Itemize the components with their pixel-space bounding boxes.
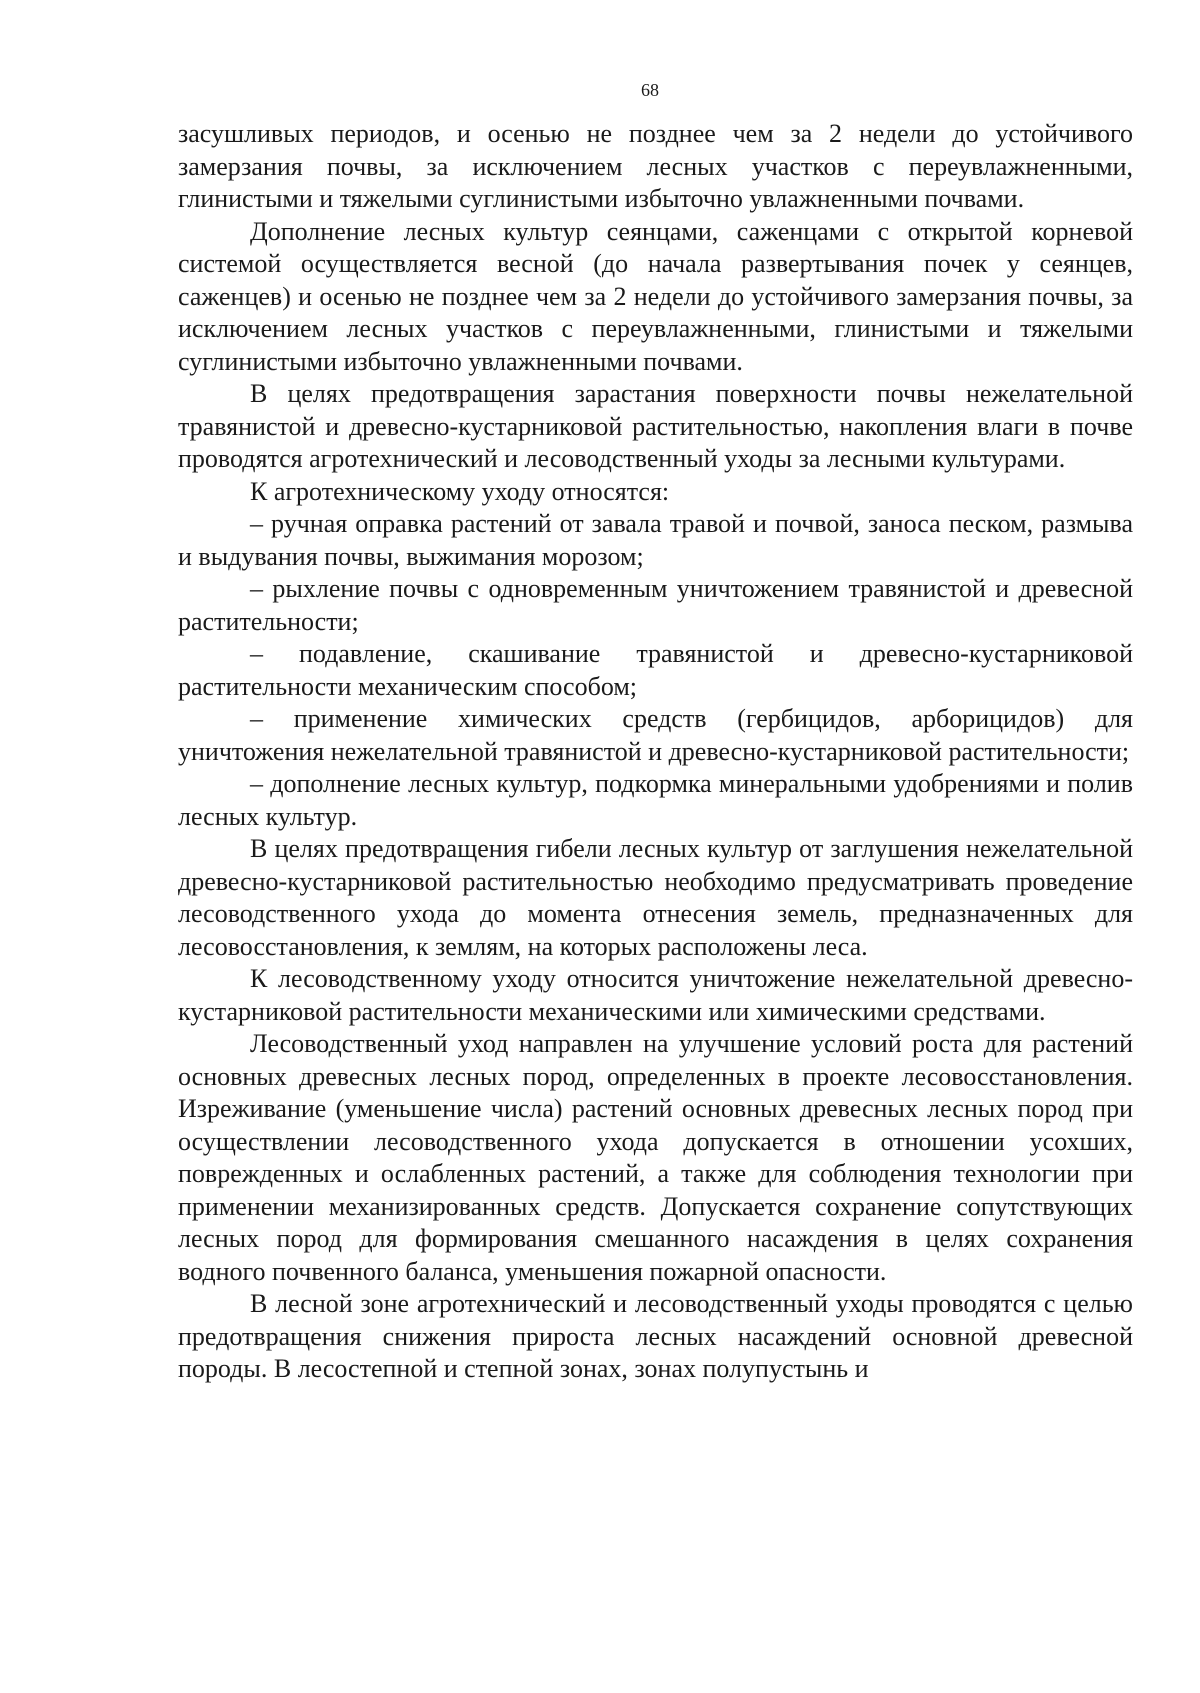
paragraph-supplement-planting: Дополнение лесных культур сеянцами, саженцами с открытой корневой системой осуществляется весной (до начала развертывания почек у сеянцев, саженцев) и осенью не позднее чем за 2 недели до устойчивого замерзания почвы, за исключением лесных участков с переувлажненными, глинистыми и тяжелыми суглинистыми избыточно увлажненными почвами. [178, 216, 1133, 376]
paragraph-agrotech-intro: К агротехническому уходу относятся: [250, 476, 670, 506]
list-item-chemicals: – применение химических средств (гербицидов, арборицидов) для уничтожения нежелательной травянистой и древесно-кустарниковой растительности; [178, 704, 1133, 766]
list-item-manual-straightening: – ручная оправка растений от завала травой и почвой, заноса песком, размыва и выдувания почвы, выжимания морозом; [178, 509, 1133, 571]
paragraph-prevent-death: В целях предотвращения гибели лесных культур от заглушения нежелательной древесно-кустарниковой растительностью необходимо предусматривать проведение лесоводственного ухода до момента отнесения земель, предназначенных для лесовосстановления, к землям, на которых расположены леса. [178, 834, 1133, 961]
list-item-supplement-feeding: – дополнение лесных культур, подкормка минеральными удобрениями и полив лесных культур. [178, 769, 1133, 831]
paragraph-continuation: засушливых периодов, и осенью не позднее чем за 2 недели до устойчивого замерзания почвы, за исключением лесных участков с переувлажненными, глинистыми и тяжелыми суглинистыми избыточно увлажненными почвами. [178, 119, 1133, 213]
list-item-loosening: – рыхление почвы с одновременным уничтожением травянистой и древесной растительности; [178, 574, 1133, 636]
page-number: 68 [641, 80, 659, 100]
paragraph-care-direction: Лесоводственный уход направлен на улучшение условий роста для растений основных древесных лесных пород, определенных в проекте лесовосстановления. Изреживание (уменьшение числа) растений основных древесных лесных пород при осуществлении лесоводственного ухода допускается в отношении усохших, поврежденных и ослабленных растений, а также для соблюдения технологии при применении механизированных средств. Допускается сохранение сопутствующих лесных пород для формирования смешанного насаждения в целях сохранения водного почвенного баланса, уменьшения пожарной опасности. [178, 1029, 1133, 1286]
document-body [178, 118, 1133, 1386]
paragraph-forest-zone: В лесной зоне агротехнический и лесоводственный уходы проводятся с целью предотвращения снижения прироста лесных насаждений основной древесной породы. В лесостепной и степной зонах, зонах полупустынь и [178, 1289, 1133, 1383]
paragraph-care-purpose: В целях предотвращения зарастания поверхности почвы нежелательной травянистой и древесно-кустарниковой растительностью, накопления влаги в почве проводятся агротехнический и лесоводственный уходы за лесными культурами. [178, 379, 1133, 473]
paragraph-silvicultural-care: К лесоводственному уходу относится уничтожение нежелательной древесно-кустарниковой растительности механическими или химическими средствами. [178, 964, 1133, 1026]
list-item-suppression: – подавление, скашивание травянистой и древесно-кустарниковой растительности механическим способом; [178, 639, 1133, 701]
